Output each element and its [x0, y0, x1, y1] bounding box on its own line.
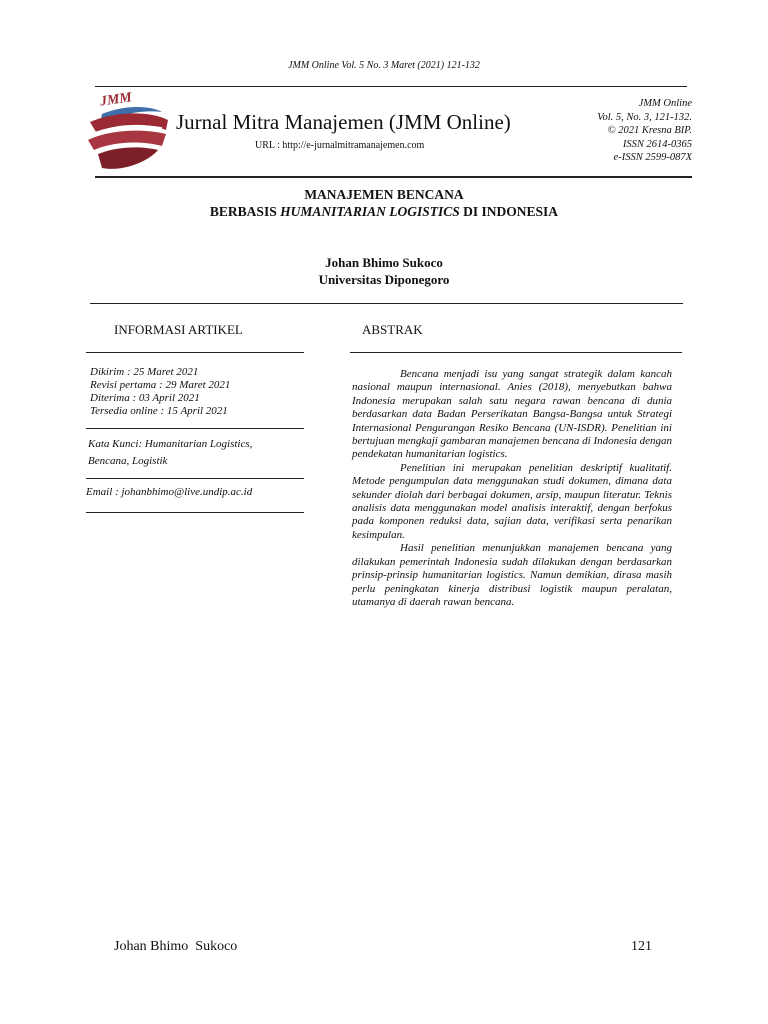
paper-title-line2: BERBASIS HUMANITARIAN LOGISTICS DI INDONESIA	[209, 204, 559, 219]
journal-url[interactable]: URL : http://e-jurnalmitramanajemen.com	[255, 140, 425, 151]
logo-red-swoosh-mid	[88, 131, 166, 150]
article-history	[90, 366, 230, 418]
abstract-rule	[350, 352, 682, 353]
email-rule	[86, 512, 304, 513]
history-revised: Revisi pertama : 29 Maret 2021	[90, 379, 231, 391]
info-heading: INFORMASI ARTIKEL	[114, 322, 243, 337]
footer-author: Johan Bhimo Sukoco	[114, 939, 238, 954]
author-affiliation: Universitas Diponegoro	[318, 272, 450, 287]
journal-logo	[82, 88, 170, 176]
abstract-paragraph: Hasil penelitian menunjukkan manajemen bencana yang dilakukan pemerintah Indonesia sudah dilakukan dengan berdasarkan prinsip-prinsip humanitarian logistics. Namun demikian, dirasa masih perlu peningkatan kinerja distribusi logistik maupun peralatan, utamanya di daerah rawan bencana.	[352, 542, 672, 608]
author-rule	[90, 303, 683, 304]
abstract-heading: ABSTRAK	[362, 322, 423, 337]
meta-line: JMM Online	[638, 98, 692, 109]
running-header: JMM Online Vol. 5 No. 3 Maret (2021) 121-132	[288, 60, 480, 71]
history-online: Tersedia online : 15 April 2021	[90, 405, 228, 417]
meta-line: © 2021 Kresna BIP.	[607, 125, 692, 136]
logo-text: JMM	[99, 90, 133, 110]
meta-line: Vol. 5, No. 3, 121-132.	[597, 111, 692, 123]
paper-title-line1: MANAJEMEN BENCANA	[304, 187, 464, 202]
journal-title: Jurnal Mitra Manajemen (JMM Online)	[176, 110, 511, 134]
keywords-rule	[86, 478, 304, 479]
page-number: 121	[631, 939, 652, 954]
keywords	[88, 436, 298, 470]
author-block	[0, 254, 768, 288]
masthead-rule	[95, 176, 692, 178]
keywords-line: Bencana, Logistik	[88, 455, 168, 467]
meta-line: e-ISSN 2599-087X	[613, 152, 692, 163]
history-submitted: Dikirim : 25 Maret 2021	[90, 366, 199, 378]
header-rule	[95, 86, 687, 87]
author-name: Johan Bhimo Sukoco	[325, 255, 443, 270]
abstract-body	[352, 368, 672, 609]
abstract-paragraph: Penelitian ini merupakan penelitian deskriptif kualitatif. Metode pengumpulan data menggunakan studi dokumen, dimana data sekunder diolah dari berbagai dokumen, arsip, maupun literatur. Teknis analisis data menggunakan model analisis interaktif, dengan berfokus pada komponen reduksi data, sajian data, verifikasi serta penarikan kesimpulan.	[352, 461, 672, 541]
author-email[interactable]: Email : johanbhimo@live.undip.ac.id	[86, 486, 253, 498]
journal-meta	[597, 97, 692, 165]
abstract-paragraph: Bencana menjadi isu yang sangat strategik dalam kancah nasional maupun internasional. Anies (2018), menyebutkan bahwa Indonesia merupakan salah satu negara rawan bencana di dunia berdasarkan data Badan Perserikatan Bangsa-Bangsa untuk Strategi Internasional Pengurangan Resiko Bencana (UN-ISDR). Penelitian ini bertujuan mengkaji gambaran manajemen bencana di Indonesia dengan pendekatan humanitarian logistics.	[352, 368, 672, 461]
keywords-line: Kata Kunci: Humanitarian Logistics,	[88, 438, 253, 450]
history-rule	[86, 428, 304, 429]
info-rule	[86, 352, 304, 353]
logo-red-swoosh-bottom	[98, 147, 158, 169]
paper-title	[0, 186, 768, 220]
history-accepted: Diterima : 03 April 2021	[90, 392, 200, 404]
meta-line: ISSN 2614-0365	[622, 138, 692, 150]
